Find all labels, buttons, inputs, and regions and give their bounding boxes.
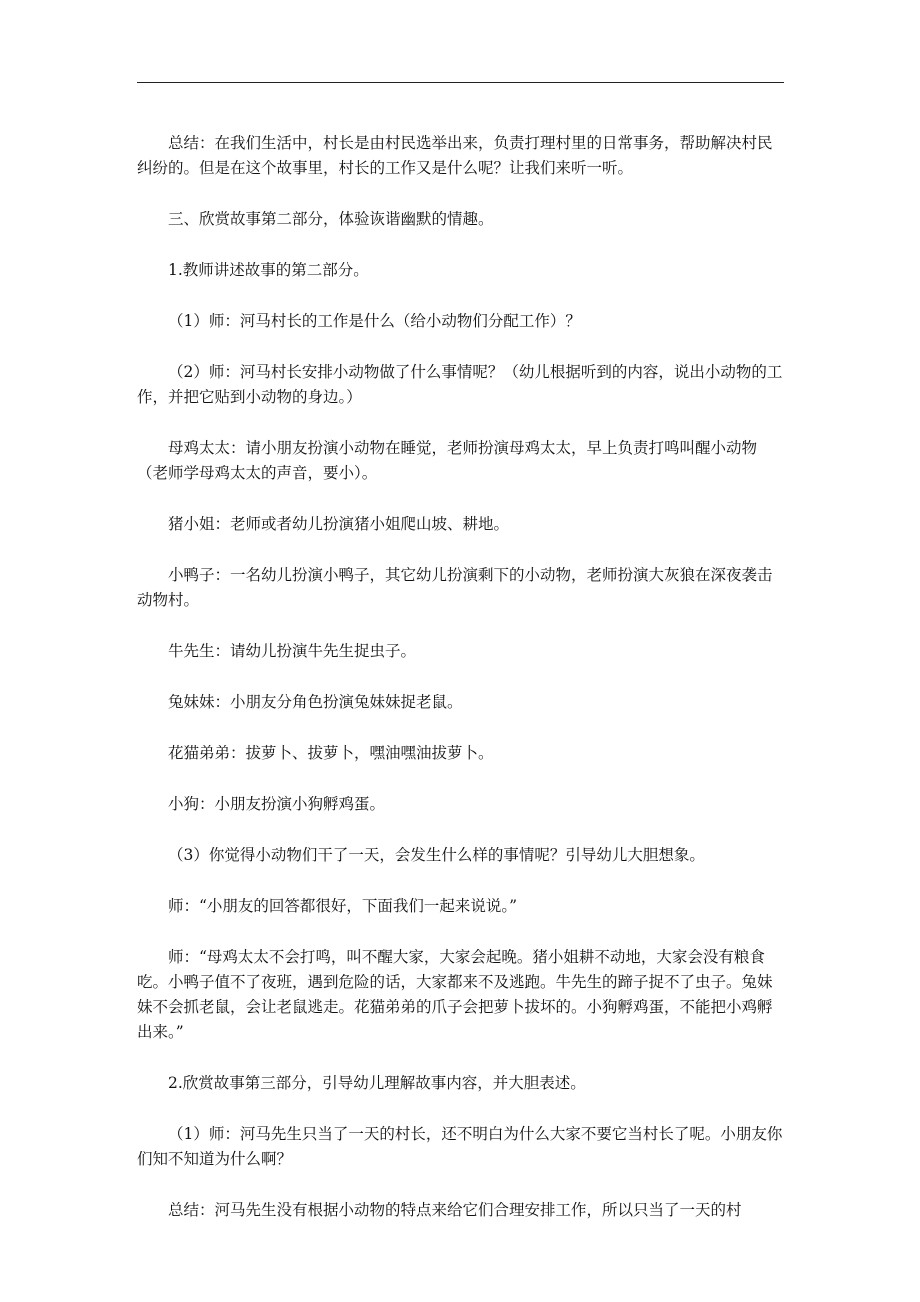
teacher-quote-1: 师：“小朋友的回答都很好，下面我们一起来说说。” — [168, 897, 518, 915]
role-cat: 花猫弟弟：拔萝卜、拔萝卜，嘿油嘿油拔萝卜。 — [168, 744, 494, 762]
header-rule — [137, 82, 784, 83]
section-heading-3: 三、欣赏故事第二部分，体验诙谐幽默的情趣。 — [168, 210, 494, 228]
question-part3-1: （1）师：河马先生只当了一天的村长，还不明白为什么大家不要它当村长了呢。小朋友你们知不知道为什么啊？ — [137, 1125, 783, 1168]
role-dog: 小狗：小朋友扮演小狗孵鸡蛋。 — [168, 795, 386, 813]
role-pig: 猪小姐：老师或者幼儿扮演猪小姐爬山坡、耕地。 — [168, 515, 510, 533]
role-duck: 小鸭子：一名幼儿扮演小鸭子，其它幼儿扮演剩下的小动物，老师扮演大灰狼在深夜袭击动物村。 — [137, 566, 773, 609]
step-1-heading: 1.教师讲述故事的第二部分。 — [168, 261, 369, 279]
step-2-heading: 2.欣赏故事第三部分，引导幼儿理解故事内容，并大胆表述。 — [168, 1074, 586, 1092]
question-3: （3）你觉得小动物们干了一天，会发生什么样的事情呢？引导幼儿大胆想象。 — [168, 846, 705, 864]
document-body — [137, 131, 787, 1223]
paragraph-summary-hippo: 总结：河马先生没有根据小动物的特点来给它们合理安排工作，所以只当了一天的村 — [168, 1201, 742, 1219]
role-rabbit: 兔妹妹：小朋友分角色扮演兔妹妹捉老鼠。 — [168, 693, 463, 711]
role-hen: 母鸡太太：请小朋友扮演小动物在睡觉，老师扮演母鸡太太，早上负责打鸣叫醒小动物（老师学母鸡太太的声音，要小）。 — [137, 439, 758, 482]
question-2: （2）师：河马村长安排小动物做了什么事情呢？（幼儿根据听到的内容，说出小动物的工作，并把它贴到小动物的身边。） — [137, 363, 783, 406]
paragraph-summary-village-head: 总结：在我们生活中，村长是由村民选举出来，负责打理村里的日常事务，帮助解决村民纠纷的。但是在这个故事里，村长的工作又是什么呢？让我们来听一听。 — [137, 134, 773, 177]
role-cow: 牛先生：请幼儿扮演牛先生捉虫子。 — [168, 642, 417, 660]
question-1: （1）师：河马村长的工作是什么（给小动物们分配工作）？ — [168, 312, 581, 330]
teacher-quote-2: 师：“母鸡太太不会打鸣，叫不醒大家，大家会起晚。猪小姐耕不动地，大家会没有粮食吃。小鸭子值不了夜班，遇到危险的话，大家都来不及逃跑。牛先生的蹄子捉不了虫子。兔妹妹不会抓老鼠，会让老鼠逃走。花猫弟弟的爪子会把萝卜拔坏的。小狗孵鸡蛋，不能把小鸡孵出来。” — [137, 948, 773, 1041]
